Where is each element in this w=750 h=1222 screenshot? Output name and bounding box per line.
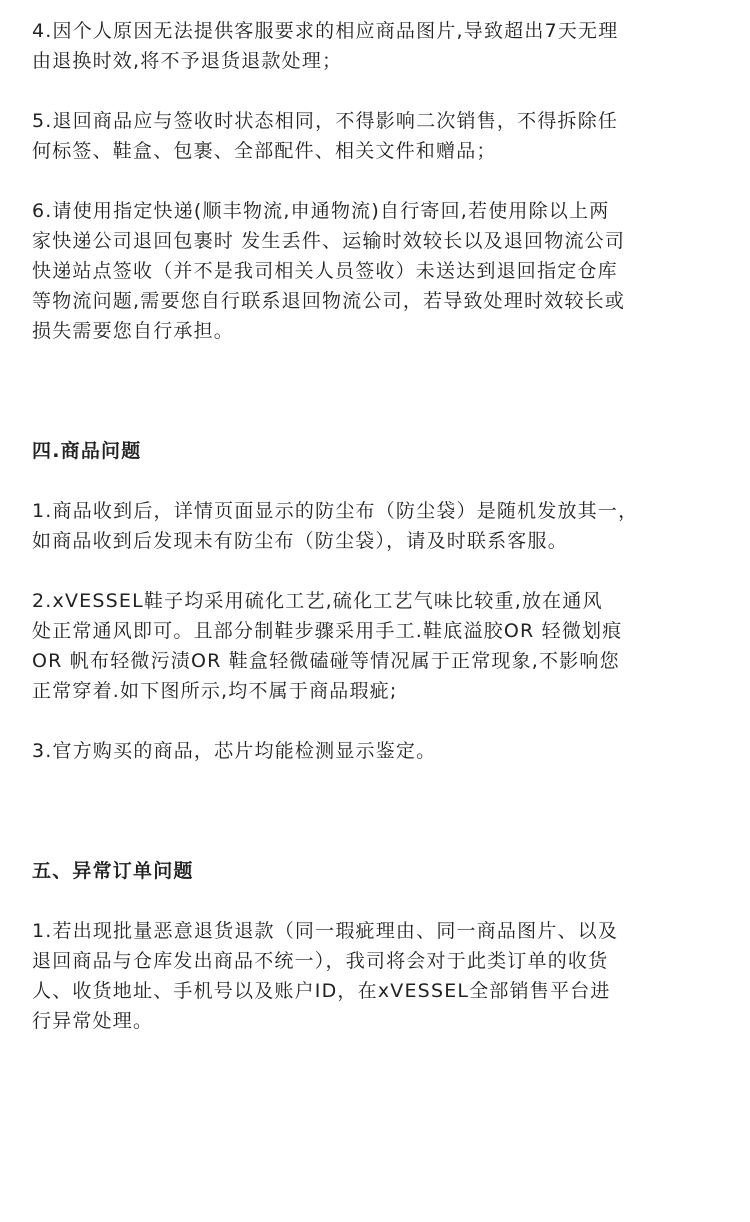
text-line: 行异常处理。	[32, 1010, 154, 1032]
text-line: 6.请使用指定快递(顺丰物流,申通物流)自行寄回,若使用除以上两	[32, 200, 610, 222]
text-line: 5.退回商品应与签收时状态相同，不得影响二次销售，不得拆除任	[32, 110, 619, 132]
spacer	[32, 886, 722, 916]
text-line: 2.xVESSEL鞋子均采用硫化工艺,硫化工艺气味比较重,放在通风	[32, 590, 603, 612]
policy-document	[32, 16, 722, 1036]
spacer	[32, 466, 722, 496]
text-line: 正常穿着.如下图所示,均不属于商品瑕疵;	[32, 680, 398, 702]
return-rule-5	[32, 106, 722, 166]
product-rule-3	[32, 736, 722, 766]
text-line: 人、收货地址、手机号以及账户ID，在xVESSEL全部销售平台进	[32, 980, 611, 1002]
spacer	[32, 346, 722, 436]
text-line: OR 帆布轻微污渍OR 鞋盒轻微磕碰等情况属于正常现象,不影响您	[32, 650, 620, 672]
spacer	[32, 166, 722, 196]
text-line: 家快递公司退回包裹时 发生丢件、运输时效较长以及退回物流公司	[32, 230, 626, 252]
text-line: 等物流问题,需要您自行联系退回物流公司，若导致处理时效较长或	[32, 290, 626, 312]
product-rule-2	[32, 586, 722, 706]
spacer	[32, 556, 722, 586]
text-line: 何标签、鞋盒、包裹、全部配件、相关文件和赠品；	[32, 140, 497, 162]
spacer	[32, 706, 722, 736]
return-rule-4	[32, 16, 722, 76]
text-line: 1.商品收到后，详情页面显示的防尘布（防尘袋）是随机发放其一，	[32, 500, 639, 522]
spacer	[32, 76, 722, 106]
abnormal-order-rule-1	[32, 916, 722, 1036]
text-line: 快递站点签收（并不是我司相关人员签收）未送达到退回指定仓库	[32, 260, 618, 282]
text-line: 1.若出现批量恶意退货退款（同一瑕疵理由、同一商品图片、以及	[32, 920, 619, 942]
text-line: 4.因个人原因无法提供客服要求的相应商品图片,导致超出7天无理	[32, 20, 619, 42]
product-rule-1	[32, 496, 722, 556]
return-rule-6	[32, 196, 722, 346]
text-line: 3.官方购买的商品，芯片均能检测显示鉴定。	[32, 740, 437, 762]
spacer	[32, 766, 722, 856]
text-line: 处正常通风即可。且部分制鞋步骤采用手工.鞋底溢胶OR 轻微划痕	[32, 620, 623, 642]
section-heading-abnormal-orders: 五、异常订单问题	[32, 860, 194, 882]
section-heading-product-issues: 四.商品问题	[32, 440, 142, 462]
text-line: 损失需要您自行承担。	[32, 320, 235, 342]
text-line: 如商品收到后发现未有防尘布（防尘袋），请及时联系客服。	[32, 530, 568, 552]
text-line: 退回商品与仓库发出商品不统一），我司将会对于此类订单的收货	[32, 950, 609, 972]
text-line: 由退换时效,将不予退货退款处理；	[32, 50, 343, 72]
